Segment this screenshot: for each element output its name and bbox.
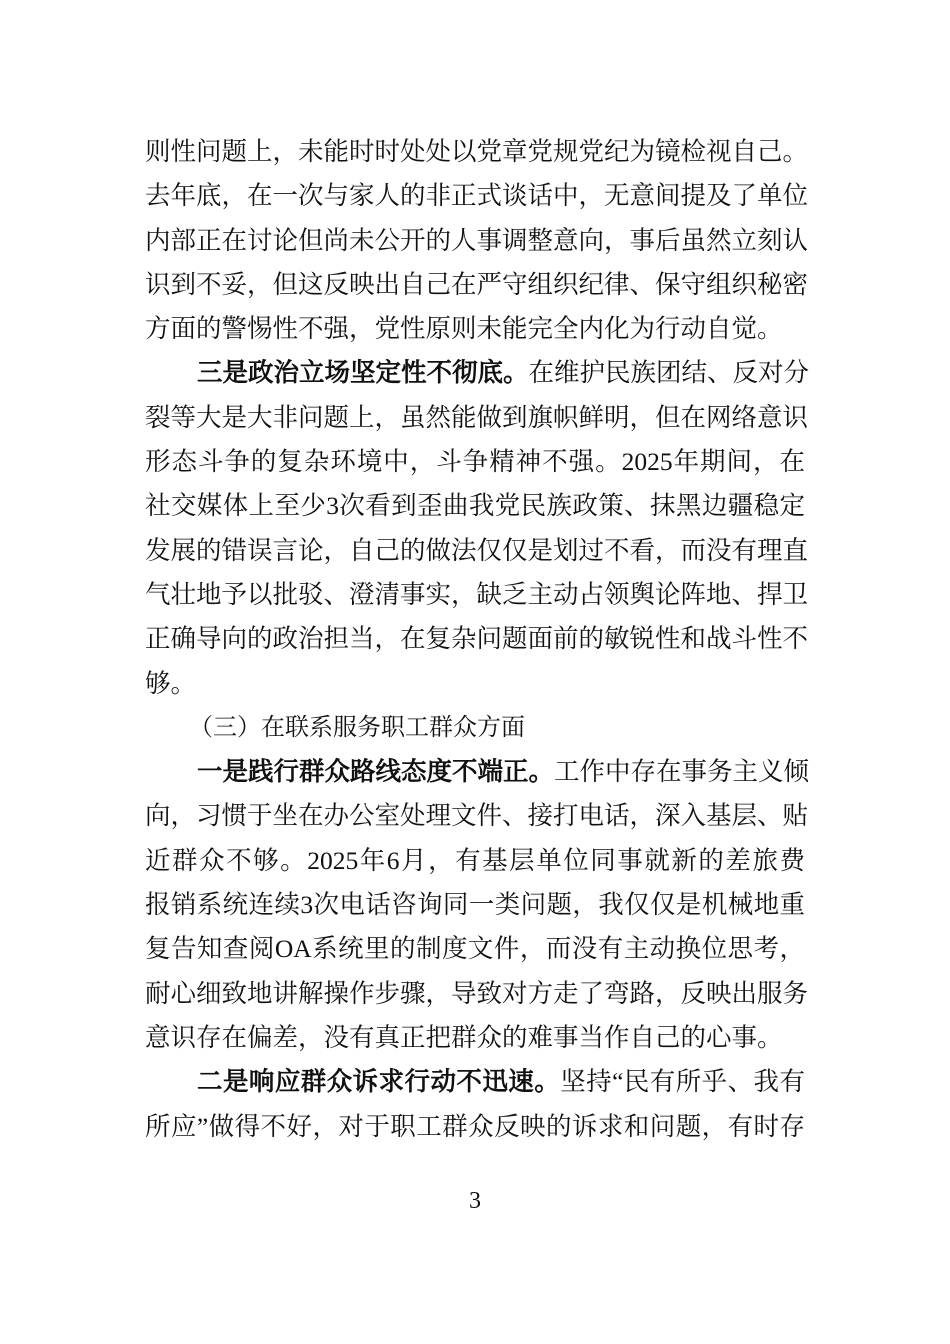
- paragraph-lead-line: [145, 750, 810, 794]
- bold-lead: 一是践行群众路线态度不端正。: [197, 757, 555, 787]
- text-line: 社交媒体上至少3次看到歪曲我党民族政策、抹黑边疆稳定: [145, 491, 805, 521]
- text-line: 正确导向的政治担当，在复杂问题面前的敏锐性和战斗性不: [145, 624, 809, 654]
- text-line: 够。: [145, 668, 197, 698]
- text-line: 发展的错误言论，自己的做法仅仅是划过不看，而没有理直: [145, 535, 809, 565]
- text-line: 耐心细致地讲解操作步骤，导致对方走了弯路，反映出服务: [145, 978, 809, 1008]
- text-run: 在维护民族团结、反对分: [528, 358, 810, 388]
- text-line: 报销系统连续3次电话咨询同一类问题，我仅仅是机械地重: [145, 890, 805, 920]
- paragraph-lead-line: [145, 1060, 805, 1104]
- text-line: 内部正在讨论但尚未公开的人事调整意向，事后虽然立刻认: [145, 225, 809, 255]
- text-line: 近群众不够。2025年6月，有基层单位同事就新的差旅费: [145, 845, 805, 875]
- paragraph-lead-line: [145, 351, 810, 395]
- text-line: 所应”做得不好，对于职工群众反映的诉求和问题，有时存: [145, 1111, 805, 1141]
- section-heading: （三）在联系服务职工群众方面: [189, 714, 525, 741]
- text-line: 复告知查阅OA系统里的制度文件，而没有主动换位思考，: [145, 934, 805, 964]
- page-number: 3: [469, 1188, 481, 1214]
- text-line: 则性问题上，未能时时处处以党章党规党纪为镜检视自己。: [145, 137, 809, 166]
- text-run: 坚持“民有所乎、我有: [560, 1067, 805, 1097]
- bold-lead: 三是政治立场坚定性不彻底。: [197, 358, 529, 388]
- text-line: 识到不妥，但这反映出自己在严守组织纪律、保守组织秘密: [145, 269, 809, 299]
- bold-lead: 二是响应群众诉求行动不迅速。: [197, 1067, 561, 1097]
- text-run: 工作中存在事务主义倾: [554, 757, 810, 787]
- text-line: 气壮地予以批驳、澄清事实，缺乏主动占领舆论阵地、捍卫: [145, 579, 809, 609]
- text-line: 去年底，在一次与家人的非正式谈话中，无意间提及了单位: [145, 181, 809, 211]
- body-text: [145, 130, 810, 1149]
- text-line: 形态斗争的复杂环境中，斗争精神不强。2025年期间，在: [145, 447, 805, 477]
- text-line: 向，习惯于坐在办公室处理文件、接打电话，深入基层、贴: [145, 801, 809, 831]
- text-line: 意识存在偏差，没有真正把群众的难事当作自己的心事。: [145, 1022, 783, 1052]
- text-line: 方面的警惕性不强，党性原则未能完全内化为行动自觉。: [145, 314, 783, 344]
- text-line: 裂等大是大非问题上，虽然能做到旗帜鲜明，但在网络意识: [145, 402, 809, 432]
